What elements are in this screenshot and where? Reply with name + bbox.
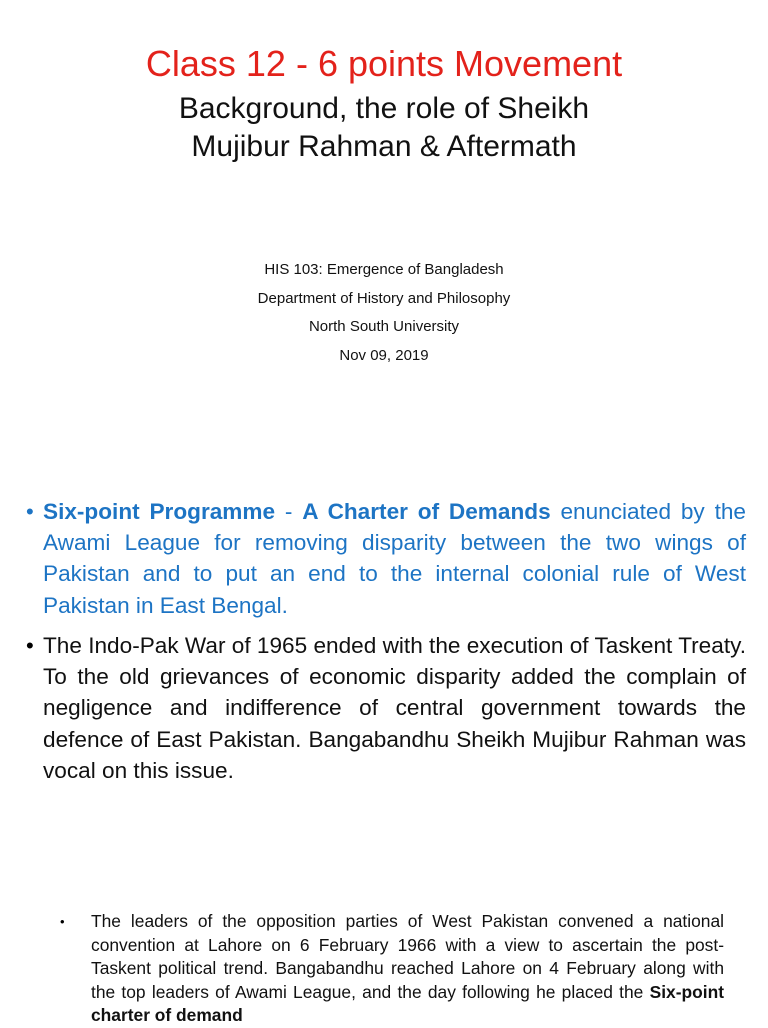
slide-title: Class 12 - 6 points Movement: [145, 43, 623, 84]
course-info: [0, 256, 768, 370]
bullet-marker: •: [26, 633, 34, 658]
bullet-body: The leaders of the opposition parties of West Pakistan convened a national convention at Lahore on 6 February 1966 with a view to ascertain the post-Taskent political trend. Bangabandhu reached Lahore on 4 February along with the top leaders of Awami League, and the day following he placed the: [91, 911, 724, 1002]
university-name: North South University: [308, 318, 460, 335]
subtitle-line-1: Background, the role of Sheikh: [178, 92, 590, 125]
course-code: HIS 103: Emergence of Bangladesh: [264, 261, 504, 278]
department-name: Department of History and Philosophy: [257, 289, 511, 307]
slide-subtitle: [0, 90, 768, 166]
bullet-text: [91, 910, 724, 1028]
bold-term: Six-point Programme: [43, 499, 276, 524]
lecture-date: Nov 09, 2019: [339, 346, 429, 364]
bullet-marker: •: [26, 499, 34, 524]
content-slide-1: [0, 440, 768, 860]
bullet-marker: •: [60, 914, 65, 929]
content-slide-2: [0, 860, 768, 1024]
separator: -: [275, 499, 303, 524]
bullet-text: The Indo-Pak War of 1965 ended with the execution of Taskent Treaty. To the old grievances of economic disparity added the complain of negligence and indifference of central government towards the defence of East Pakistan. Bangabandhu Sheikh Mujibur Rahman was vocal on this issue.: [43, 633, 746, 783]
bold-term: A Charter of Demands: [302, 499, 551, 524]
subtitle-line-2: Mujibur Rahman & Aftermath: [191, 130, 577, 163]
bullet-text: [43, 496, 746, 621]
title-slide: [0, 0, 768, 440]
bold-term: Six-point charter of demand: [91, 981, 724, 1025]
bullet-rest: enunciated by the Awami League for removing disparity between the two wings of Pakistan and to put an end to the internal colonial rule of West Pakistan in East Bengal.: [43, 499, 746, 618]
bullet-lahore-convention: [60, 910, 724, 1028]
bullet-indo-pak-war: [26, 630, 746, 786]
bullet-six-point-programme: [26, 496, 746, 621]
